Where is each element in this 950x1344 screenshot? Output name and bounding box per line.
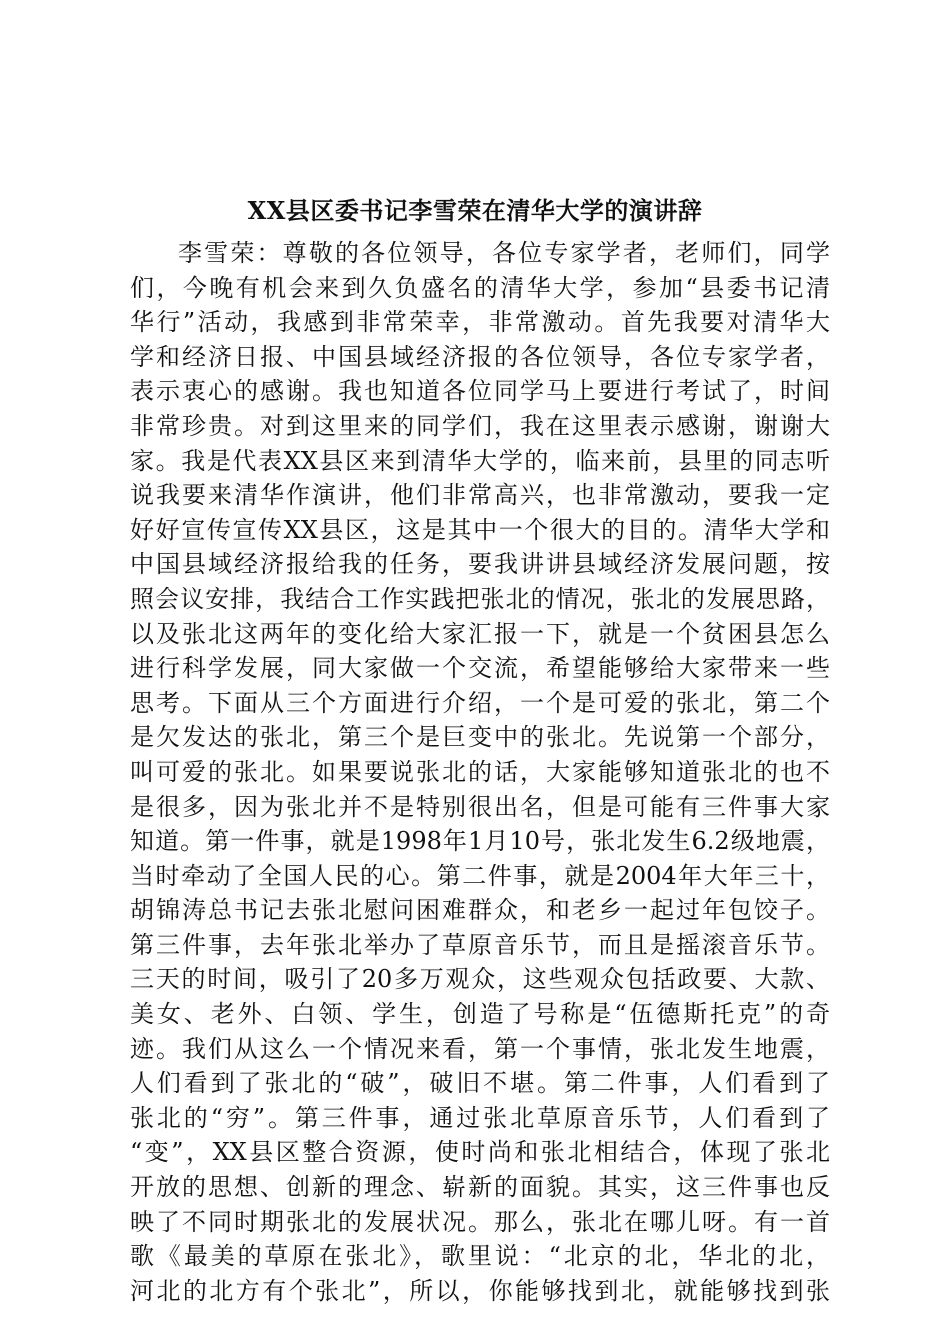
body-line: 第三件事，去年张北举办了草原音乐节，而且是摇滚音乐节。 — [130, 930, 830, 959]
body-line: 当时牵动了全国人民的心。第二件事，就是2004年大年三十， — [130, 861, 830, 890]
body-line: 表示衷心的感谢。我也知道各位同学马上要进行考试了，时间 — [130, 377, 830, 406]
body-line: 好好宣传宣传XX县区，这是其中一个很大的目的。清华大学和 — [130, 515, 830, 544]
body-line: 中国县域经济报给我的任务，要我讲讲县域经济发展问题，按 — [130, 550, 830, 579]
body-line: 华行”活动，我感到非常荣幸，非常激动。首先我要对清华大 — [130, 308, 830, 337]
body-line: 思考。下面从三个方面进行介绍，一个是可爱的张北，第二个 — [130, 688, 830, 717]
body-line: 河北的北方有个张北”，所以，你能够找到北，就能够找到张 — [130, 1276, 830, 1305]
body-line: 是欠发达的张北，第三个是巨变中的张北。先说第一个部分， — [130, 723, 830, 752]
body-line: 李雪荣：尊敬的各位领导，各位专家学者，老师们，同学 — [178, 239, 830, 267]
body-line: 美女、老外、白领、学生，创造了号称是“伍德斯托克”的奇 — [130, 1000, 830, 1029]
body-line: 人们看到了张北的“破”，破旧不堪。第二件事，人们看到了 — [130, 1069, 830, 1098]
body-line: 迹。我们从这么一个情况来看，第一个事情，张北发生地震， — [130, 1034, 830, 1063]
body-line: 张北的“穷”。第三件事，通过张北草原音乐节，人们看到了 — [130, 1103, 830, 1132]
body-line: “变”，XX县区整合资源，使时尚和张北相结合，体现了张北 — [130, 1138, 830, 1167]
body-line: 进行科学发展，同大家做一个交流，希望能够给大家带来一些 — [130, 654, 830, 683]
body-line: 映了不同时期张北的发展状况。那么，张北在哪儿呀。有一首 — [130, 1207, 830, 1236]
body-line: 们，今晚有机会来到久负盛名的清华大学，参加“县委书记清 — [130, 273, 830, 302]
speech-body — [130, 236, 830, 1308]
body-line: 说我要来清华作演讲，他们非常高兴，也非常激动，要我一定 — [130, 481, 830, 510]
body-line: 胡锦涛总书记去张北慰问困难群众，和老乡一起过年包饺子。 — [130, 896, 830, 925]
body-line: 三天的时间，吸引了20多万观众，这些观众包括政要、大款、 — [130, 965, 830, 994]
document-title: XX县区委书记李雪荣在清华大学的演讲辞 — [247, 196, 703, 225]
body-line: 照会议安排，我结合工作实践把张北的情况，张北的发展思路， — [130, 584, 830, 613]
body-line: 开放的思想、创新的理念、崭新的面貌。其实，这三件事也反 — [130, 1173, 830, 1202]
body-line: 非常珍贵。对到这里来的同学们，我在这里表示感谢，谢谢大 — [130, 411, 830, 440]
body-line: 是很多，因为张北并不是特别很出名，但是可能有三件事大家 — [130, 792, 830, 821]
body-line: 以及张北这两年的变化给大家汇报一下，就是一个贫困县怎么 — [130, 619, 830, 648]
body-line: 家。我是代表XX县区来到清华大学的，临来前，县里的同志听 — [130, 446, 830, 475]
body-line: 学和经济日报、中国县域经济报的各位领导，各位专家学者， — [130, 342, 830, 371]
body-line: 知道。第一件事，就是1998年1月10号，张北发生6.2级地震， — [130, 827, 830, 856]
body-line: 歌《最美的草原在张北》，歌里说：“北京的北，华北的北， — [130, 1242, 830, 1271]
body-line: 叫可爱的张北。如果要说张北的话，大家能够知道张北的也不 — [130, 757, 830, 786]
